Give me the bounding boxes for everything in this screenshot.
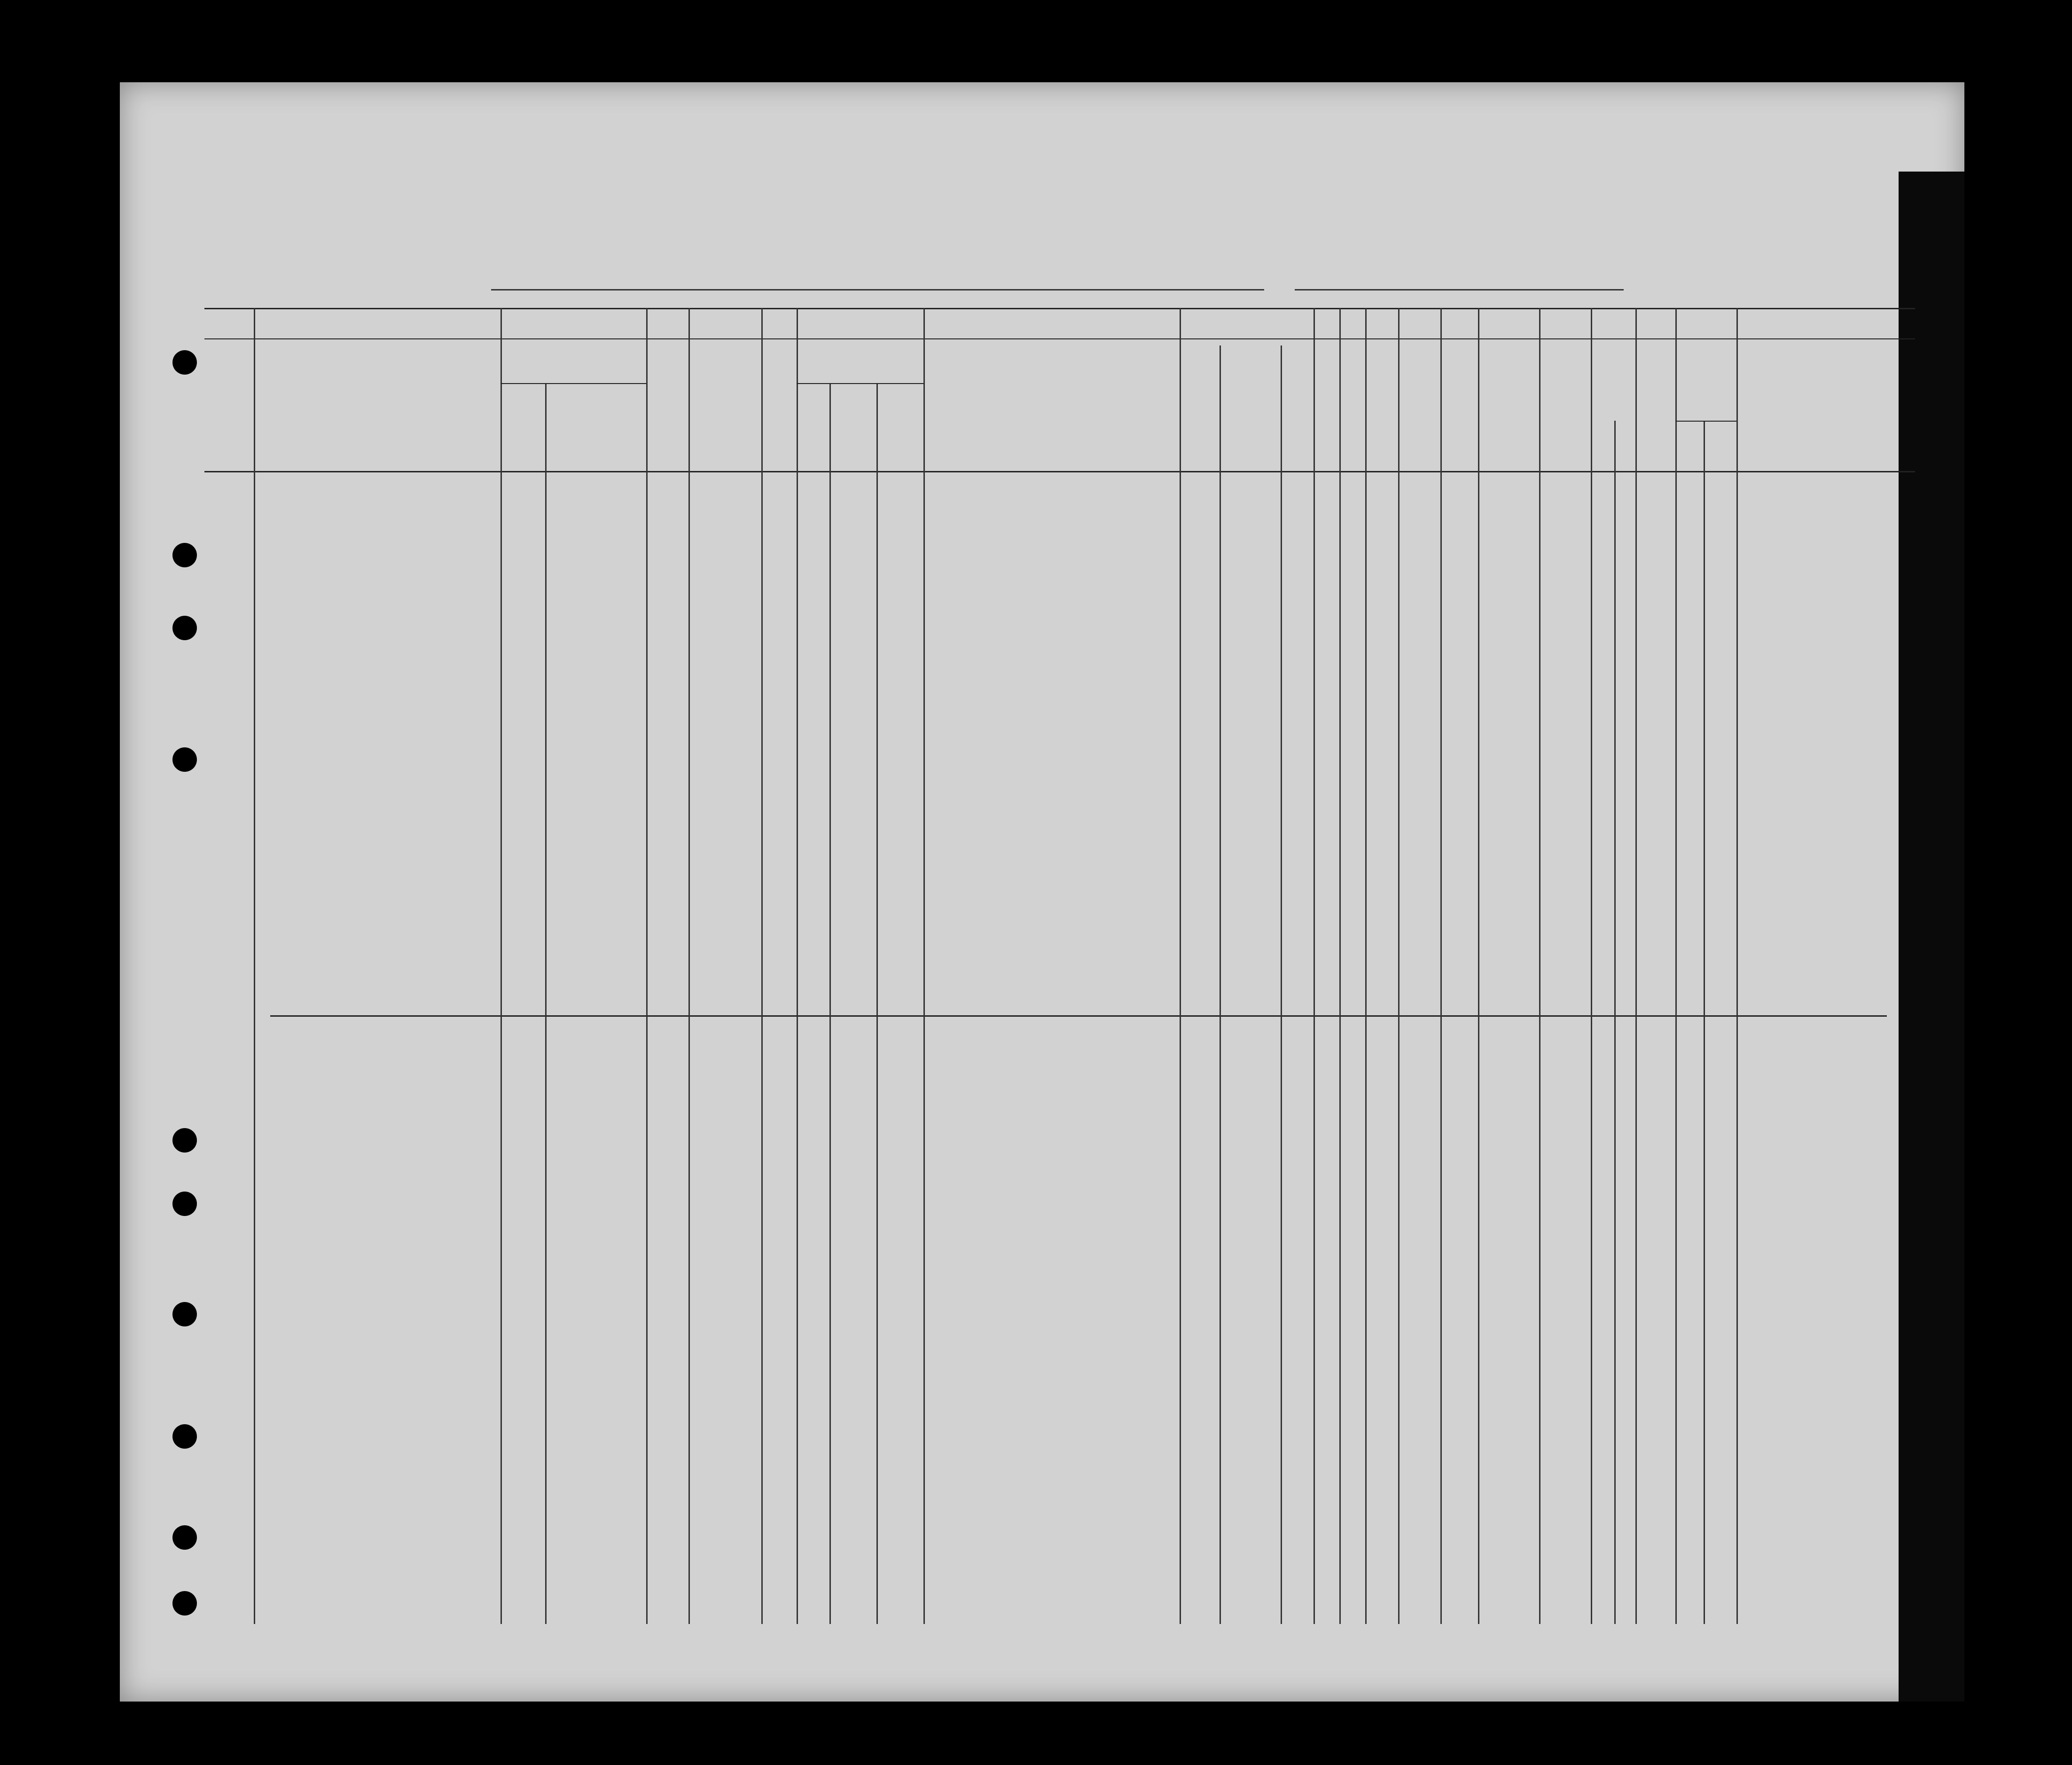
row-divider — [270, 1015, 1887, 1017]
col-rule — [1591, 308, 1592, 1624]
col-rule — [761, 308, 763, 1624]
col-rule — [829, 383, 831, 1624]
col-rule — [688, 308, 690, 1624]
col-rule — [1440, 308, 1442, 1624]
col-rule — [1635, 308, 1637, 1624]
subheader-rule — [797, 383, 923, 384]
col-rule — [1675, 308, 1677, 1624]
punch-hole — [172, 350, 197, 375]
col-rule — [797, 308, 798, 1624]
col-rule — [1314, 308, 1315, 1624]
col-rule — [1220, 345, 1221, 1624]
punch-hole — [172, 1424, 197, 1449]
table-top-rule — [204, 308, 1915, 309]
col-rule — [1614, 421, 1616, 1624]
punch-hole — [172, 543, 197, 567]
punch-hole — [172, 747, 197, 772]
col-rule — [1478, 308, 1479, 1624]
col-rule — [876, 383, 878, 1624]
subheader-rule — [1675, 421, 1736, 422]
col-rule — [545, 383, 547, 1624]
table-rule — [204, 338, 1915, 339]
punch-hole — [172, 1525, 197, 1550]
punch-hole — [172, 1192, 197, 1216]
col-rule — [500, 308, 502, 1624]
subheader-rule — [500, 383, 646, 384]
col-rule — [646, 308, 648, 1624]
col-rule — [1365, 308, 1367, 1624]
col-rule — [1736, 308, 1738, 1624]
col-rule — [923, 308, 925, 1624]
manifest-sheet — [120, 82, 1964, 1702]
col-rule — [1339, 308, 1341, 1624]
punch-hole — [172, 616, 197, 640]
col-rule — [1398, 308, 1400, 1624]
col-rule — [1180, 308, 1181, 1624]
page-shadow — [1899, 172, 1964, 1702]
col-rule — [1704, 421, 1705, 1624]
header-bottom-rule — [204, 471, 1915, 472]
port-underline — [491, 289, 1008, 290]
punch-hole — [172, 1302, 197, 1326]
year-underline — [1295, 289, 1624, 290]
date-underline — [935, 289, 1264, 290]
punch-hole — [172, 1591, 197, 1616]
col-rule — [254, 308, 255, 1624]
punch-hole — [172, 1128, 197, 1153]
col-rule — [1281, 345, 1282, 1624]
col-rule — [1539, 308, 1540, 1624]
